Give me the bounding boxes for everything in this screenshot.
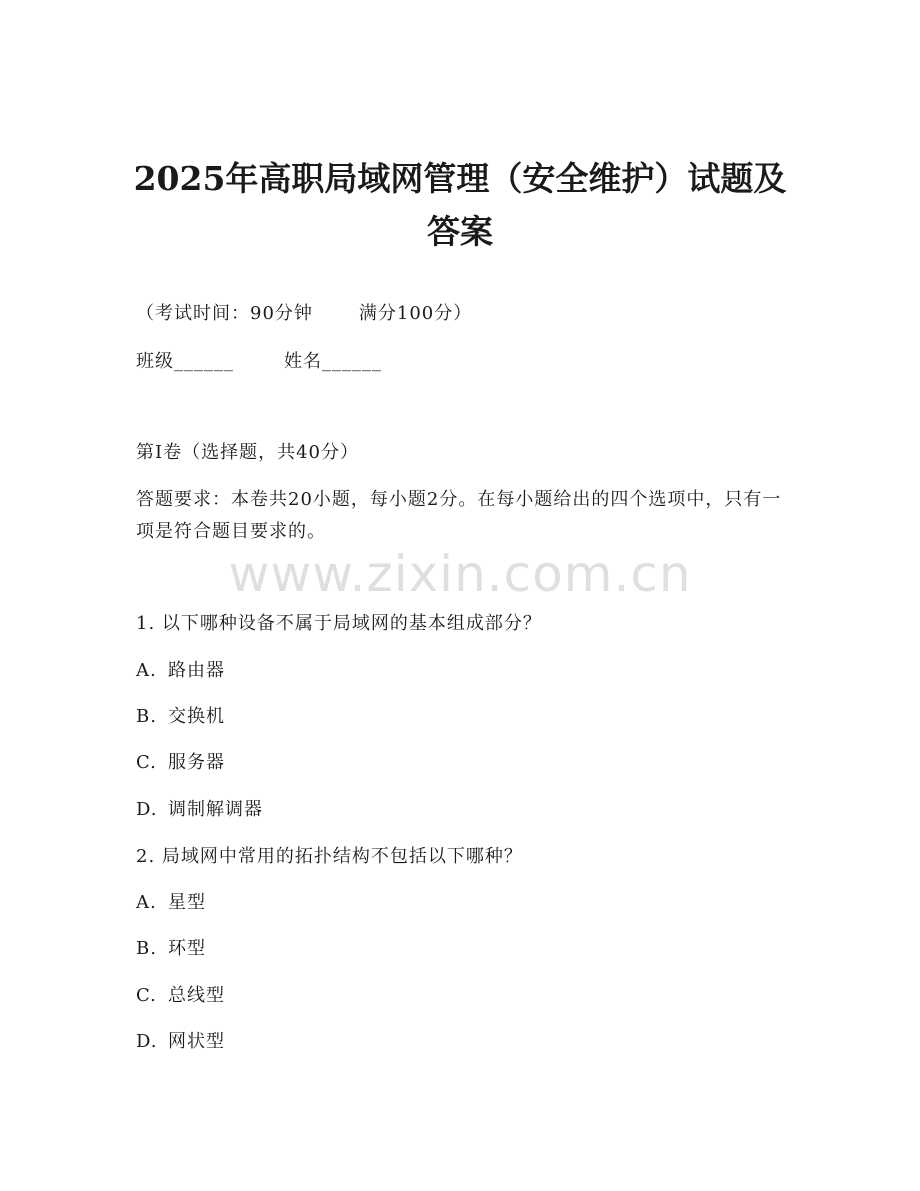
option-label: C.: [136, 985, 157, 1006]
option-text: 星型: [168, 892, 206, 913]
question-1-option-d: [136, 798, 263, 822]
option-label: C.: [136, 752, 157, 773]
class-field: 班级______: [136, 351, 234, 372]
student-info: [136, 350, 382, 374]
option-label: A.: [136, 660, 157, 681]
option-text: 环型: [168, 938, 206, 959]
question-2-option-a: [136, 891, 206, 915]
section-heading: 第I卷（选择题，共40分）: [136, 442, 360, 463]
option-text: 总线型: [168, 985, 225, 1006]
option-label: A.: [136, 892, 157, 913]
name-field: 姓名______: [284, 351, 382, 372]
option-label: B.: [136, 938, 157, 959]
question-1-option-c: [136, 751, 225, 775]
question-1-option-a: [136, 659, 225, 683]
question-1: 1. 以下哪种设备不属于局域网的基本组成部分？: [136, 613, 542, 634]
question-2-option-b: [136, 937, 206, 961]
option-label: D.: [136, 1031, 158, 1052]
option-text: 服务器: [168, 752, 225, 773]
question-2: 2. 局域网中常用的拓扑结构不包括以下哪种？: [136, 846, 523, 867]
question-2-option-d: [136, 1030, 225, 1054]
exam-time: （考试时间：90分钟: [136, 303, 313, 324]
option-label: B.: [136, 706, 157, 727]
option-text: 路由器: [168, 660, 225, 681]
option-text: 调制解调器: [168, 799, 263, 820]
option-text: 网状型: [168, 1031, 225, 1052]
question-1-option-b: [136, 705, 225, 729]
option-text: 交换机: [168, 706, 225, 727]
document-title: [0, 152, 920, 258]
option-label: D.: [136, 799, 158, 820]
title-line-2: 答案: [427, 212, 493, 251]
question-2-option-c: [136, 984, 225, 1008]
watermark: www.zixin.com.cn: [228, 545, 692, 603]
title-line-1: 2025年高职局域网管理（安全维护）试题及: [133, 159, 787, 198]
exam-info: [136, 302, 472, 326]
exam-score: 满分100分）: [358, 303, 473, 324]
instructions: 答题要求：本卷共20小题，每小题2分。在每小题给出的四个选项中，只有一项是符合题目要求的。: [136, 489, 782, 542]
